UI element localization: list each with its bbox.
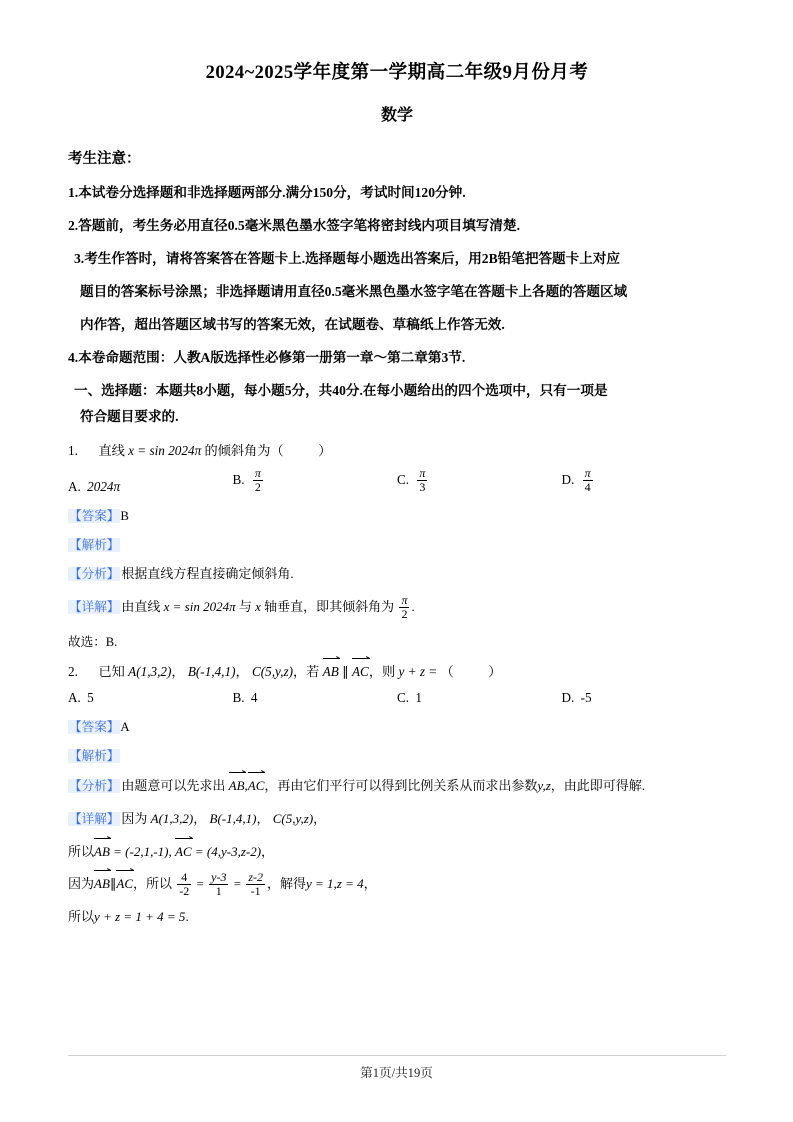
line3-mid: ，所以 bbox=[133, 876, 173, 892]
question-2-analysis bbox=[68, 774, 726, 798]
footer-divider bbox=[68, 1055, 726, 1056]
question-1-stem-pre: 直线 bbox=[98, 442, 125, 458]
vector-ab: AB bbox=[94, 840, 110, 864]
analysis-tag: 【分析】 bbox=[69, 778, 120, 793]
vector-ac: AC bbox=[116, 872, 133, 896]
question-2-option-b bbox=[233, 690, 398, 706]
vector-ac-value: = (4,y-3,z-2) bbox=[194, 844, 262, 860]
option-label: D. bbox=[561, 689, 575, 705]
explain-tag: 【解析】 bbox=[69, 537, 120, 552]
option-label: B. bbox=[232, 689, 245, 705]
question-1-number: 1. bbox=[68, 442, 78, 458]
question-1-options bbox=[68, 468, 726, 494]
option-value: $\frac{\pi}{3}$ bbox=[419, 466, 426, 494]
line3-pre: 因为 bbox=[68, 876, 95, 892]
vector-ab: AB bbox=[94, 872, 110, 896]
vector-ab-value: = (-2,1,-1) bbox=[113, 844, 169, 860]
detail-pre: 因为 bbox=[121, 810, 148, 826]
sep: . bbox=[185, 909, 189, 925]
option-value: $\frac{\pi}{2}$ bbox=[254, 466, 261, 494]
question-2-options bbox=[68, 690, 726, 706]
line3-solution: y = 1,z = 4 bbox=[306, 876, 364, 892]
point-b: B(-1,4,1) bbox=[187, 664, 236, 680]
page-number: 第1页/共19页 bbox=[360, 1066, 433, 1080]
question-1-option-b bbox=[233, 468, 398, 494]
question-2-explain-line bbox=[68, 745, 726, 764]
option-label: C. bbox=[397, 472, 410, 488]
option-value: 4 bbox=[250, 689, 258, 705]
equals-2: = bbox=[233, 876, 242, 892]
option-value: 5 bbox=[87, 689, 94, 705]
question-1-stem-post: 的倾斜角为（ bbox=[204, 442, 284, 458]
analysis-vars: y,z bbox=[537, 777, 551, 793]
sep: ，则 bbox=[368, 664, 396, 680]
analysis-text: 根据直线方程直接确定倾斜角. bbox=[121, 565, 294, 581]
option-label: A. bbox=[68, 478, 81, 494]
detail-fraction: $\frac{\pi}{2}$ bbox=[401, 593, 408, 621]
detail-tag: 【详解】 bbox=[69, 600, 120, 615]
question-1-explain-line bbox=[68, 534, 726, 553]
question-1-answer-line bbox=[68, 505, 726, 524]
equals-1: = bbox=[196, 876, 204, 892]
question-2-number: 2. bbox=[68, 664, 78, 680]
sep: ，若 bbox=[292, 664, 320, 680]
option-value: 2024π bbox=[87, 478, 121, 494]
notice-item-1: 1.本试卷分选择题和非选择题两部分.满分150分，考试时间120分钟. bbox=[68, 185, 466, 200]
detail-post: 轴垂直，即其倾斜角为 bbox=[264, 599, 395, 615]
bracket-close: ） bbox=[488, 664, 502, 680]
detail-tag: 【详解】 bbox=[69, 811, 120, 826]
answer-value: A bbox=[120, 719, 130, 734]
answer-value: B bbox=[120, 508, 129, 523]
line4-pre: 所以 bbox=[68, 909, 95, 925]
bracket-open: （ bbox=[440, 664, 454, 680]
question-2-stem-pre: 已知 bbox=[98, 664, 125, 680]
question-2-detail-line-1: 【详解】 因为 A(1,3,2)， B(-1,4,1)， C(5,y,z)， bbox=[69, 810, 327, 826]
question-1-detail bbox=[68, 595, 726, 621]
section-one-label: 一、选择题： bbox=[74, 383, 156, 399]
question-1-option-c bbox=[397, 468, 562, 494]
question-2-stem bbox=[68, 660, 726, 683]
point-a: A(1,3,2) bbox=[128, 664, 172, 680]
option-label: A. bbox=[68, 689, 81, 705]
notice-item-3: 3.考生作答时，请将答案答在答题卡上.选择题每小题选出答案后，用2B铅笔把答题卡上对应 bbox=[74, 251, 621, 267]
page-content bbox=[68, 58, 726, 937]
question-2-detail-line-3 bbox=[68, 872, 726, 898]
line2-pre: 所以 bbox=[68, 844, 95, 860]
point-c: C(5,y,z) bbox=[251, 664, 293, 680]
notice-item-4: 题目的答案标号涂黑；非选择题请用直径0.5毫米黑色墨水签字笔在答题卡上各题的答题区域 bbox=[80, 284, 628, 300]
section-one-heading-cont: 符合题目要求的. bbox=[80, 409, 179, 425]
fraction-2: $\frac{y-3}{1}$ bbox=[211, 870, 227, 898]
question-1-option-a bbox=[68, 479, 233, 495]
analysis-mid: ，再由它们平行可以得到比例关系从而求出参数 bbox=[264, 777, 538, 793]
section-one-text: 本题共8小题，每小题5分，共40分.在每小题给出的四个选项中，只有一项是 bbox=[155, 383, 608, 399]
option-value: $\frac{\pi}{4}$ bbox=[584, 466, 591, 494]
section-one-heading bbox=[68, 380, 726, 402]
question-1-stem-math: x = sin 2024π bbox=[128, 442, 202, 458]
answer-tag: 【答案】 bbox=[69, 508, 120, 523]
question-1-analysis bbox=[68, 563, 726, 586]
vector-ac: AC bbox=[175, 840, 192, 864]
notice-item-5: 内作答，超出答题区域书写的答案无效，在试题卷、草稿纸上作答无效. bbox=[80, 317, 505, 333]
vector-ac: AC bbox=[248, 774, 265, 798]
question-1-option-d bbox=[562, 468, 727, 494]
line3-post: ，解得 bbox=[266, 876, 306, 892]
detail-var: x bbox=[255, 599, 261, 615]
answer-tag: 【答案】 bbox=[69, 719, 120, 734]
notice-item-2: 2.答题前，考生务必用直径0.5毫米黑色墨水签字笔将密封线内项目填写清楚. bbox=[68, 218, 520, 234]
exam-title: 2024~2025学年度第一学期高二年级9月份月考 bbox=[205, 63, 589, 83]
notice-item-6: 4.本卷命题范围：人教A版选择性必修第一册第一章～第二章第3节. bbox=[68, 350, 466, 366]
question-2-option-c bbox=[397, 690, 562, 706]
question-2-option-a bbox=[68, 690, 233, 706]
option-value: -5 bbox=[580, 689, 592, 705]
analysis-tag: 【分析】 bbox=[69, 566, 120, 581]
detail-math: x = sin 2024π bbox=[163, 599, 236, 615]
question-2-option-d bbox=[562, 690, 727, 706]
sep: , bbox=[244, 777, 248, 793]
question-2-answer-line bbox=[68, 716, 726, 735]
explain-tag: 【解析】 bbox=[69, 748, 120, 763]
detail-end: . bbox=[411, 599, 415, 615]
expr-yz: y + z = bbox=[398, 664, 438, 680]
notice-heading: 考生注意： bbox=[68, 151, 141, 167]
point-a: A(1,3,2) bbox=[150, 810, 194, 826]
option-label: C. bbox=[397, 689, 410, 705]
point-b: B(-1,4,1) bbox=[209, 810, 257, 826]
sep: ， bbox=[171, 664, 185, 680]
question-2-detail-line-4 bbox=[68, 906, 726, 929]
option-value: 1 bbox=[415, 689, 422, 705]
fraction-3: $\frac{z-2}{-1}$ bbox=[248, 870, 263, 898]
sep: ， bbox=[235, 664, 249, 680]
sep: , bbox=[168, 844, 172, 860]
vector-ab: AB bbox=[323, 660, 339, 683]
sep: ， bbox=[313, 810, 327, 826]
question-1-stem bbox=[68, 440, 726, 462]
analysis-post: ，由此即可得解. bbox=[550, 777, 646, 793]
question-1-conclusion: 故选：B. bbox=[68, 635, 118, 650]
sep: ， bbox=[261, 844, 275, 860]
question-1-stem-end: ） bbox=[318, 442, 332, 458]
detail-pre: 由直线 bbox=[121, 599, 161, 615]
point-c: C(5,y,z) bbox=[272, 810, 314, 826]
parallel-symbol: ∥ bbox=[109, 876, 117, 892]
exam-subject: 数学 bbox=[380, 107, 413, 124]
vector-ac: AC bbox=[352, 660, 369, 683]
option-label: D. bbox=[561, 472, 575, 488]
option-label: B. bbox=[232, 472, 245, 488]
line4-expr: y + z = 1 + 4 = 5 bbox=[94, 909, 186, 925]
fraction-1: $\frac{4}{-2}$ bbox=[179, 870, 190, 898]
question-2-detail-line-2 bbox=[68, 840, 726, 864]
vector-ab: AB bbox=[229, 774, 245, 798]
detail-mid: 与 bbox=[238, 599, 252, 615]
analysis-pre: 由题意可以先求出 bbox=[121, 777, 226, 793]
page-footer bbox=[0, 1055, 793, 1081]
sep: ， bbox=[363, 876, 377, 892]
parallel-symbol: ∥ bbox=[342, 664, 349, 680]
